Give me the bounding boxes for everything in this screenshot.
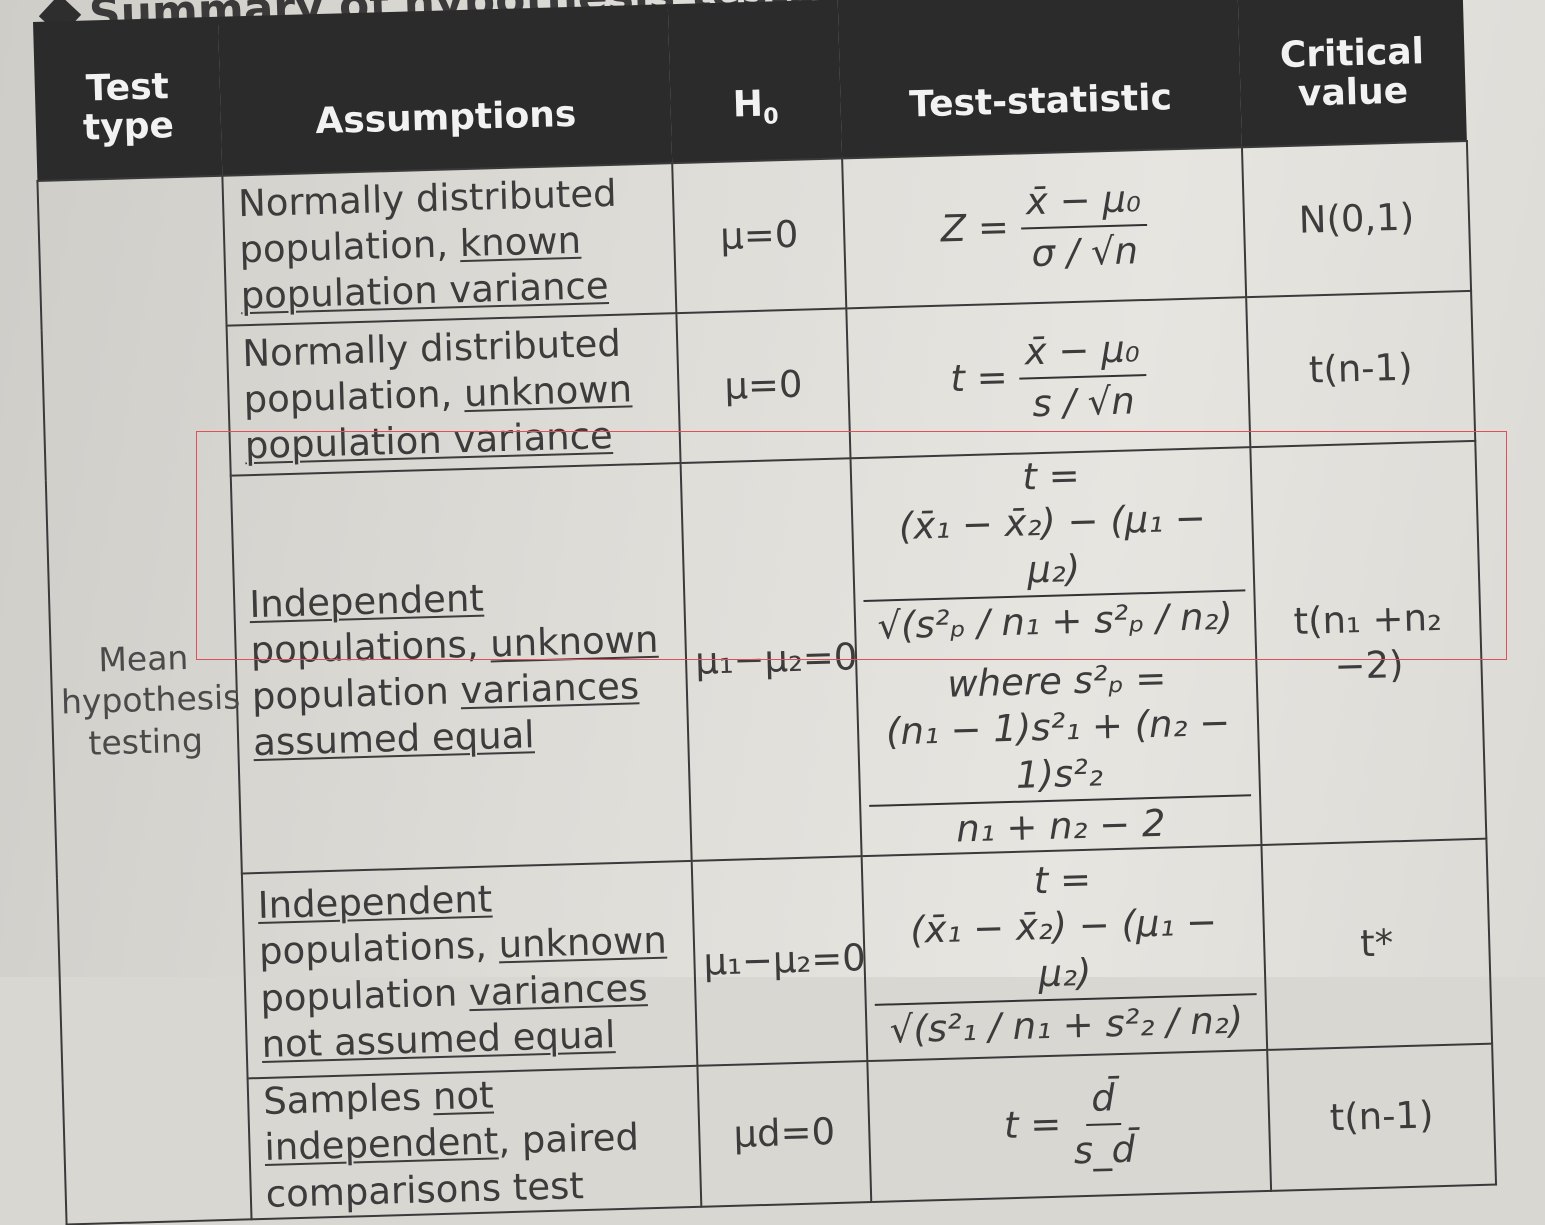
header-critical-line1: Critical bbox=[1279, 30, 1425, 76]
hypothesis-tests-table bbox=[32, 0, 1497, 1225]
group-label-line: Mean bbox=[97, 637, 189, 680]
pooled-fraction bbox=[867, 700, 1253, 855]
assumptions-cell bbox=[222, 163, 676, 326]
assumptions-cell bbox=[248, 1066, 702, 1219]
header-critical-line2: value bbox=[1297, 71, 1409, 116]
statistic-numerator: x̄ − μ₀ bbox=[1018, 326, 1146, 380]
assumption-emphasis: variances not assumed equal bbox=[261, 965, 649, 1066]
assumption-emphasis: unknown bbox=[489, 617, 659, 666]
statistic-numerator: x̄ − μ₀ bbox=[1019, 176, 1147, 230]
critical-value-cell: N(0,1) bbox=[1242, 141, 1471, 297]
statistic-fraction bbox=[1018, 326, 1147, 428]
critical-value-cell: t(n-1) bbox=[1246, 291, 1475, 447]
assumptions-cell bbox=[227, 313, 681, 476]
assumption-emphasis: variances assumed equal bbox=[252, 664, 640, 765]
assumption-emphasis: Independent bbox=[248, 576, 485, 626]
header-h0-sub: 0 bbox=[762, 104, 779, 130]
test-type-cell bbox=[37, 176, 251, 1225]
test-statistic-cell bbox=[842, 147, 1246, 308]
assumption-text: population variance bbox=[240, 264, 610, 318]
table-row bbox=[57, 839, 1492, 1084]
test-statistic-cell bbox=[851, 447, 1262, 856]
critical-value-cell: t* bbox=[1261, 839, 1492, 1050]
statistic-numerator: (x̄₁ − x̄₂) − (μ₁ − μ₂) bbox=[872, 898, 1257, 1005]
h0-cell: μ₁−μ₂=0 bbox=[692, 856, 868, 1066]
assumption-emphasis: not independent bbox=[263, 1073, 499, 1170]
header-test-type: Test type bbox=[33, 17, 222, 181]
assumptions-cell bbox=[242, 861, 698, 1078]
statistic-fraction bbox=[872, 898, 1258, 1053]
assumption-text: populations, bbox=[258, 923, 500, 974]
test-statistic-cell bbox=[862, 845, 1268, 1061]
assumption-emphasis: Independent bbox=[257, 877, 493, 928]
header-critical-value bbox=[1238, 0, 1467, 147]
group-label-line: testing bbox=[87, 720, 204, 763]
statistic-lhs: t = bbox=[1033, 857, 1092, 903]
statistic-denominator: √(s²₁ / n₁ + s²₂ / n₂) bbox=[889, 998, 1244, 1052]
statistic-lhs: t = bbox=[1021, 453, 1081, 499]
assumption-emphasis: known bbox=[459, 218, 582, 266]
assumption-emphasis: unknown bbox=[498, 918, 668, 967]
table-row bbox=[46, 441, 1487, 879]
assumptions-cell bbox=[231, 463, 692, 873]
assumption-text: Normally distributed population, bbox=[237, 171, 618, 272]
assumption-text: Normally distributed population, bbox=[241, 321, 622, 422]
h0-cell: μ₁−μ₂=0 bbox=[681, 458, 862, 861]
statistic-lhs: t = bbox=[949, 355, 1009, 400]
statistic-lhs: t = bbox=[1003, 1102, 1062, 1148]
statistic-denominator: √(s²ₚ / n₁ + s²ₚ / n₂) bbox=[876, 594, 1234, 648]
header-h0-letter: H bbox=[732, 83, 764, 126]
pooled-denominator: n₁ + n₂ − 2 bbox=[955, 801, 1166, 851]
header-assumptions: Assumptions bbox=[218, 4, 672, 176]
h0-cell: μ=0 bbox=[676, 308, 850, 463]
statistic-lhs: Z = bbox=[940, 205, 1010, 251]
header-test-statistic: Test-statistic bbox=[838, 0, 1242, 158]
test-statistic-cell bbox=[867, 1050, 1271, 1202]
pooled-variance-line bbox=[865, 653, 1252, 855]
statistic-line bbox=[860, 448, 1247, 650]
statistic-denominator: s / √n bbox=[1031, 379, 1136, 426]
statistic-fraction bbox=[1072, 1075, 1136, 1175]
assumption-text: population variance bbox=[244, 414, 614, 468]
assumption-text: population bbox=[251, 669, 462, 719]
critical-value-cell: t(n₁ +n₂ −2) bbox=[1250, 441, 1486, 845]
h0-cell: μ=0 bbox=[672, 158, 846, 313]
assumption-emphasis: unknown bbox=[463, 367, 633, 415]
group-label-line: hypothesis bbox=[60, 677, 241, 722]
test-statistic-cell bbox=[846, 297, 1250, 458]
statistic-numerator: (x̄₁ − x̄₂) − (μ₁ − μ₂) bbox=[861, 495, 1246, 602]
statistic-denominator: σ / √n bbox=[1030, 229, 1139, 276]
statistic-fraction bbox=[1019, 176, 1148, 278]
assumption-text: Samples bbox=[262, 1075, 434, 1123]
statistic-denominator: s_d̄ bbox=[1073, 1128, 1136, 1173]
pooled-numerator: (n₁ − 1)s²₁ + (n₂ − 1)s²₂ bbox=[867, 700, 1252, 807]
h0-cell: μd=0 bbox=[697, 1061, 871, 1206]
critical-value-cell: t(n-1) bbox=[1267, 1044, 1496, 1191]
statistic-fraction bbox=[861, 495, 1247, 650]
header-h0 bbox=[668, 0, 842, 163]
assumption-text: population bbox=[259, 970, 470, 1020]
pooled-lhs: where s²ₚ = bbox=[946, 656, 1167, 706]
assumption-text: populations, bbox=[250, 622, 491, 672]
statistic-numerator: d̄ bbox=[1085, 1075, 1122, 1126]
assumption-text: , paired comparisons test bbox=[265, 1115, 640, 1216]
